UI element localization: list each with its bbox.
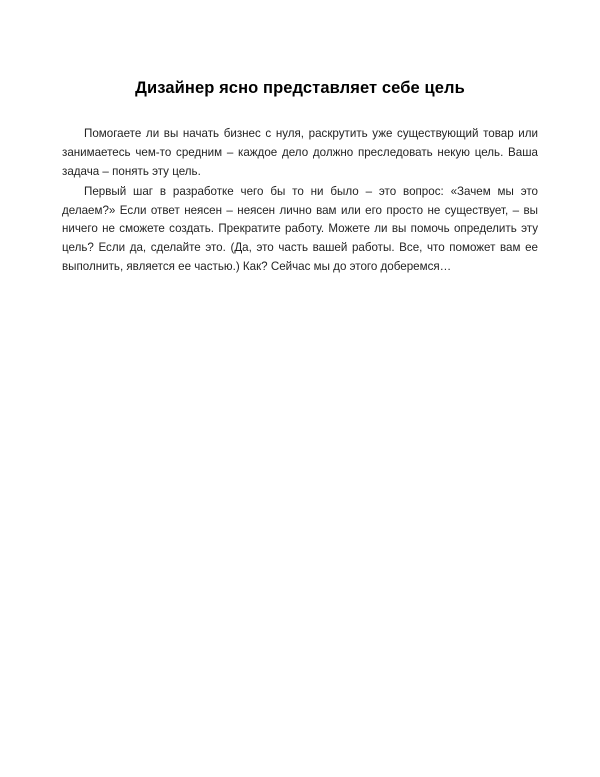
page-title: Дизайнер ясно представляет себе цель xyxy=(135,79,465,97)
body-paragraph: Первый шаг в разработке чего бы то ни было – это вопрос: «Зачем мы это делаем?» Если ответ неясен – неясен лично вам или его просто не существует, – вы ничего не сможете создать. Прекратите работу. Можете ли вы помочь определить эту цель? Если да, сделайте это. (Да, это часть вашей работы. Все, что поможет вам ее выполнить, является ее частью.) Как? Сейчас мы до этого доберемся… xyxy=(62,184,538,273)
body-paragraph: Помогаете ли вы начать бизнес с нуля, раскрутить уже существующий товар или занимаетесь чем-то средним – каждое дело должно преследовать некую цель. Ваша задача – понять эту цель. xyxy=(62,127,538,178)
